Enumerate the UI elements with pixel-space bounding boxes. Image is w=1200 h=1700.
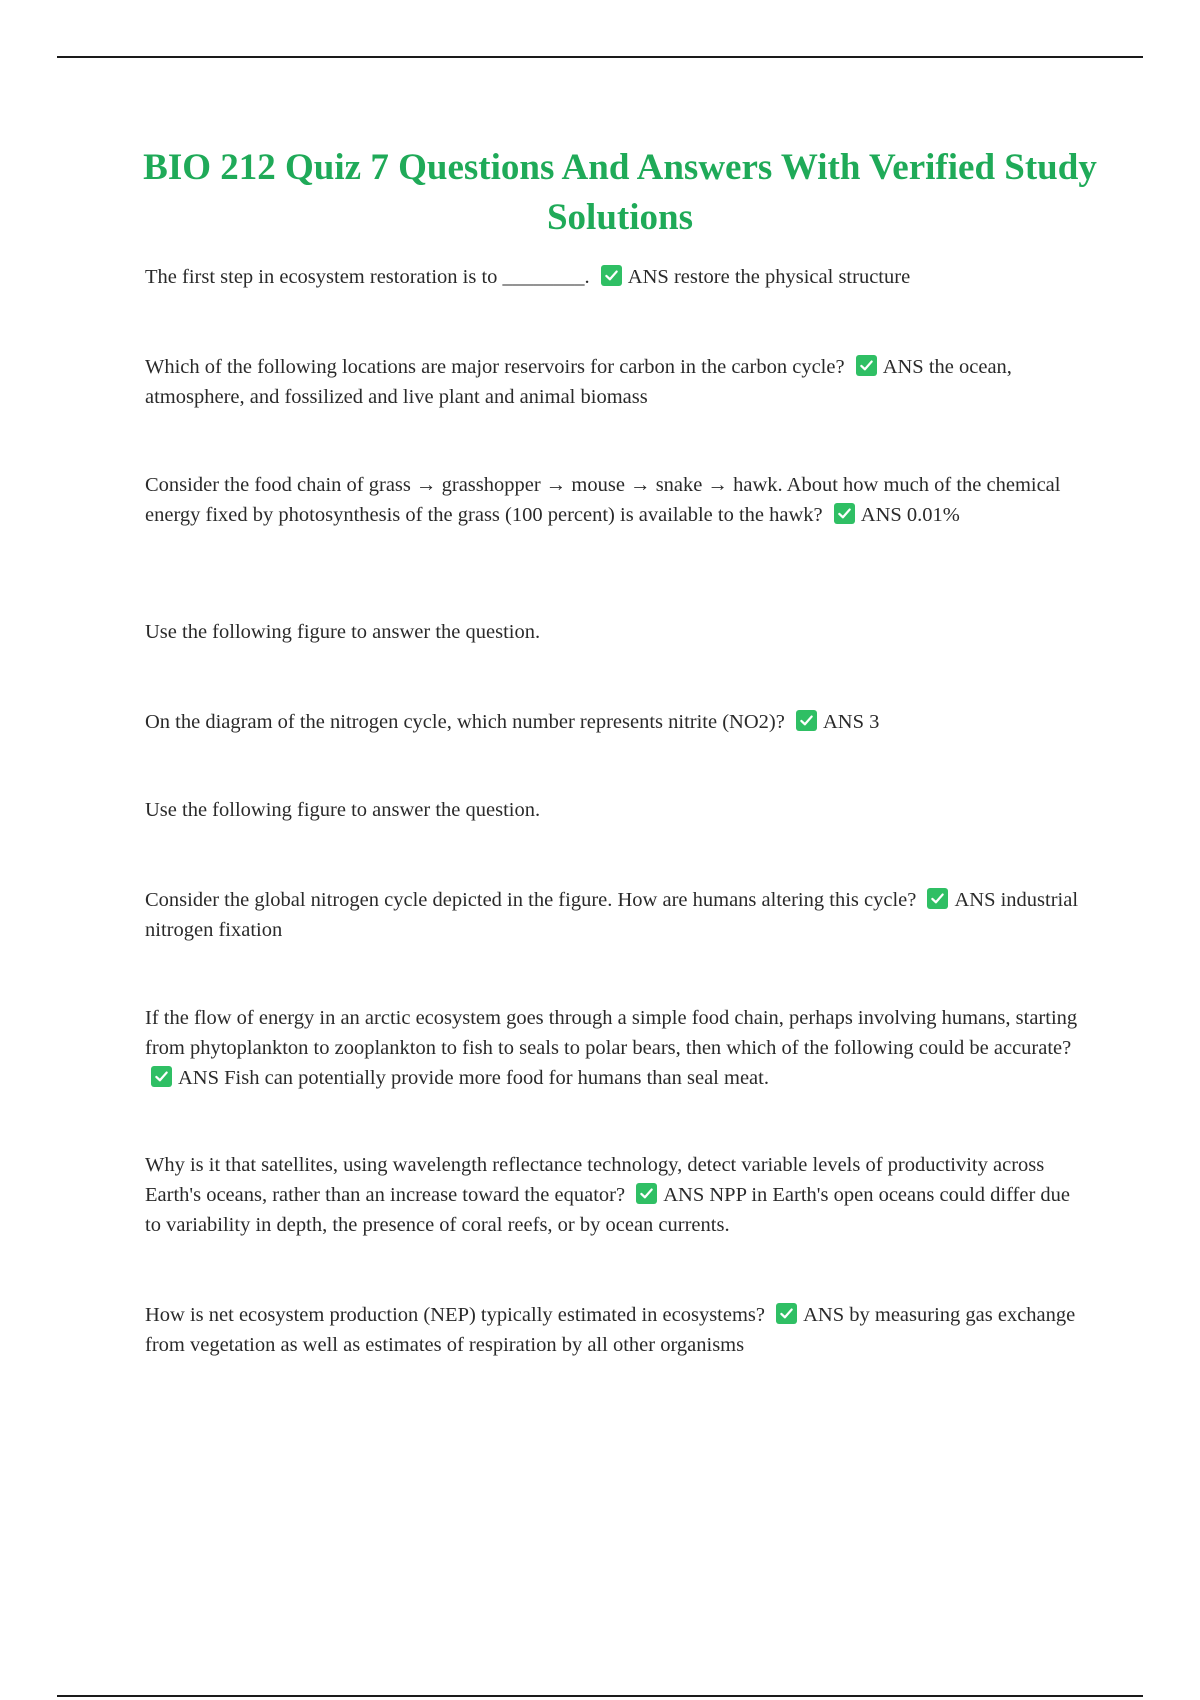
- bottom-rule: [57, 1695, 1143, 1697]
- answer-prefix: ANS: [178, 1067, 220, 1089]
- instruction-text: Use the following figure to answer the question.: [145, 799, 541, 821]
- qa-item-7: [145, 1150, 1085, 1240]
- qa-item-6: [145, 1003, 1085, 1093]
- checkmark-icon: [151, 1066, 172, 1087]
- answer-text: by measuring gas exchange from vegetation as well as estimates of respiration by all other organisms: [145, 1304, 1076, 1356]
- checkmark-icon: [776, 1303, 797, 1324]
- question-text: Consider the food chain of grass → grasshopper → mouse → snake → hawk. About how much of the chemical energy fixed by photosynthesis of the grass (100 percent) is available to the hawk?: [145, 474, 1061, 526]
- qa-item-2: [145, 352, 1085, 412]
- top-rule: [57, 56, 1143, 58]
- answer-text: restore the physical structure: [673, 266, 911, 288]
- checkmark-icon: [927, 888, 948, 909]
- checkmark-icon: [601, 265, 622, 286]
- answer-prefix: ANS: [627, 266, 669, 288]
- answer-text: 3: [869, 711, 880, 733]
- answer-text: 0.01%: [906, 504, 960, 526]
- answer-text: NPP in Earth's open oceans could differ due to variability in depth, the presence of coral reefs, or by ocean currents.: [145, 1184, 1071, 1236]
- answer-text: industrial nitrogen fixation: [145, 889, 1079, 941]
- question-text: Consider the global nitrogen cycle depicted in the figure. How are humans altering this cycle?: [145, 889, 917, 911]
- answer-prefix: ANS: [954, 889, 996, 911]
- qa-item-8: [145, 1300, 1085, 1360]
- answer-text: Fish can potentially provide more food for humans than seal meat.: [224, 1067, 769, 1089]
- answer-prefix: ANS: [882, 356, 924, 378]
- qa-item-5: [145, 885, 1085, 945]
- question-text: If the flow of energy in an arctic ecosystem goes through a simple food chain, perhaps involving humans, starting from phytoplankton to zooplankton to fish to seals to polar bears, then which of the following could be accurate?: [145, 1007, 1078, 1059]
- qa-item-4: [145, 707, 1085, 737]
- question-text: Which of the following locations are major reservoirs for carbon in the carbon cycle?: [145, 356, 845, 378]
- checkmark-icon: [856, 355, 877, 376]
- qa-item-3: [145, 470, 1085, 530]
- answer-prefix: ANS: [663, 1184, 705, 1206]
- figure-instruction: [145, 617, 1085, 647]
- question-text: How is net ecosystem production (NEP) typically estimated in ecosystems?: [145, 1304, 765, 1326]
- checkmark-icon: [796, 710, 817, 731]
- document-title: BIO 212 Quiz 7 Questions And Answers With Verified Study Solutions: [143, 147, 1097, 238]
- checkmark-icon: [636, 1183, 657, 1204]
- figure-instruction: [145, 795, 1085, 825]
- answer-text: the ocean, atmosphere, and fossilized and live plant and animal biomass: [145, 356, 1012, 408]
- checkmark-icon: [834, 503, 855, 524]
- question-text: The first step in ecosystem restoration is to ________.: [145, 266, 590, 288]
- answer-prefix: ANS: [803, 1304, 845, 1326]
- instruction-text: Use the following figure to answer the question.: [145, 621, 541, 643]
- question-text: Why is it that satellites, using wavelength reflectance technology, detect variable levels of productivity across Earth's oceans, rather than an increase toward the equator?: [145, 1154, 1045, 1206]
- question-text: On the diagram of the nitrogen cycle, which number represents nitrite (NO2)?: [145, 711, 785, 733]
- answer-prefix: ANS: [822, 711, 864, 733]
- answer-prefix: ANS: [860, 504, 902, 526]
- qa-item-1: [145, 262, 1085, 292]
